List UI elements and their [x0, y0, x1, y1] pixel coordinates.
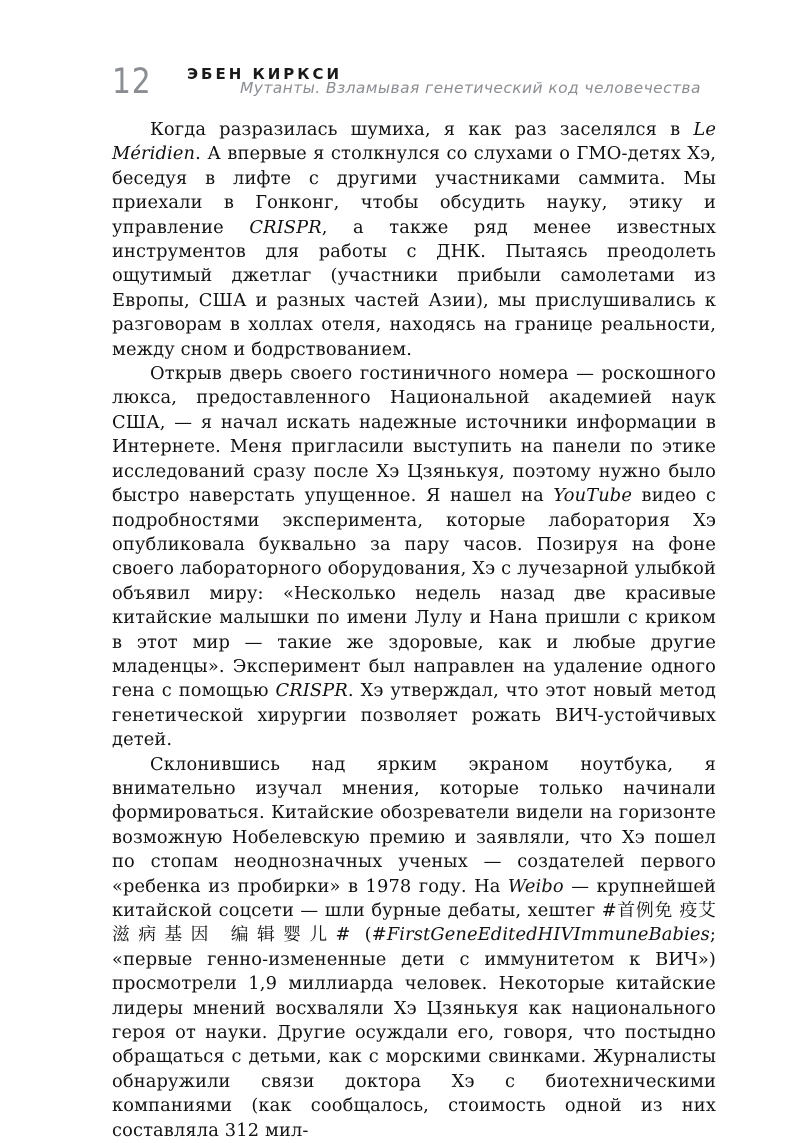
text-run-italic: Le Méridien [112, 119, 716, 165]
author-name: ЭБЕН КИРКСИ [187, 65, 343, 83]
text-run: . Хэ утверждал, что этот новый метод генетической хирургии позволяет рожать ВИЧ-устойчивых детей. [112, 680, 717, 751]
text-run: Открыв дверь своего гостиничного номера — роскошного люкса, предоставленного Национальной академией наук США, — я начал искать надежные источники информации в Интернете. Меня пригласили выступить на панели по этике исследований сразу после Хэ Цзянькуя, поэтому нужно было быстро наверстать упущенное. Я нашел на [112, 363, 716, 507]
text-run-italic: CRISPR [249, 216, 322, 238]
paragraph [112, 362, 716, 753]
running-header [112, 62, 712, 108]
paragraph [112, 753, 716, 1143]
text-run: Склонившись над ярким экраном ноутбука, я внимательно изучал мнения, которые только начинали формироваться. Китайские обозреватели видели на горизонте возможную Нобелевскую премию и заявляли, что Хэ пошел по стопам неоднозначных ученых — создателей первого «ребенка из пробирки» в 1978 году. На [112, 753, 716, 897]
body-text [112, 118, 716, 1143]
page-number: 12 [112, 62, 152, 102]
book-title: Мутанты. Взламывая генетический код человечества [240, 79, 701, 97]
paragraph [112, 118, 716, 362]
text-run-italic: #FirstGeneEditedHIVImmuneBabies [371, 924, 710, 946]
text-run: — крупнейшей китайской соцсети — шли бурные дебаты, хештег #首例免 疫艾滋病基因 编辑婴儿# ( [112, 875, 716, 946]
text-run: ; «первые генно-измененные дети с иммунитетом к ВИЧ») просмотрели 1,9 миллиарда человек. Некоторые китайские лидеры мнений восхваляли Хэ Цзянькуя как национального героя от науки. Другие осуждали его, говоря, что постыдно обращаться с детьми, как с морскими свинками. Журналисты обнаружили связи доктора Хэ с биотехническими компаниями (как сообщалось, стоимость одной из них составляла 312 мил- [112, 924, 716, 1141]
text-run: , а также ряд менее известных инструментов для работы с ДНК. Пытаясь преодолеть ощутимый джетлаг (участники прибыли самолетами из Европы, США и разных частей Азии), мы прислушивались к разговорам в холлах отеля, находясь на границе реальности, между сном и бодрствованием. [112, 216, 716, 360]
text-run-italic: YouTube [553, 485, 633, 507]
text-run-italic: Weibo [507, 875, 564, 897]
text-run: . А впервые я столкнулся со слухами о ГМО-детях Хэ, беседуя в лифте с другими участниками саммита. Мы приехали в Гонконг, чтобы обсудить науку, этику и управление [112, 143, 716, 238]
text-run: Когда разразилась шумиха, я как раз заселялся в [150, 119, 694, 140]
text-run: видео с подробностями эксперимента, которые лаборатория Хэ опубликовала буквально за пару часов. Позируя на фоне своего лабораторного оборудования, Хэ с лучезарной улыбкой объявил миру: «Несколько недель назад две красивые китайские малышки по имени Лулу и Нана пришли с криком в этот мир — такие же здоровые, как и любые другие младенцы». Эксперимент был направлен на удаление одного гена с помощью [112, 485, 716, 702]
text-run-italic: CRISPR [275, 680, 348, 702]
